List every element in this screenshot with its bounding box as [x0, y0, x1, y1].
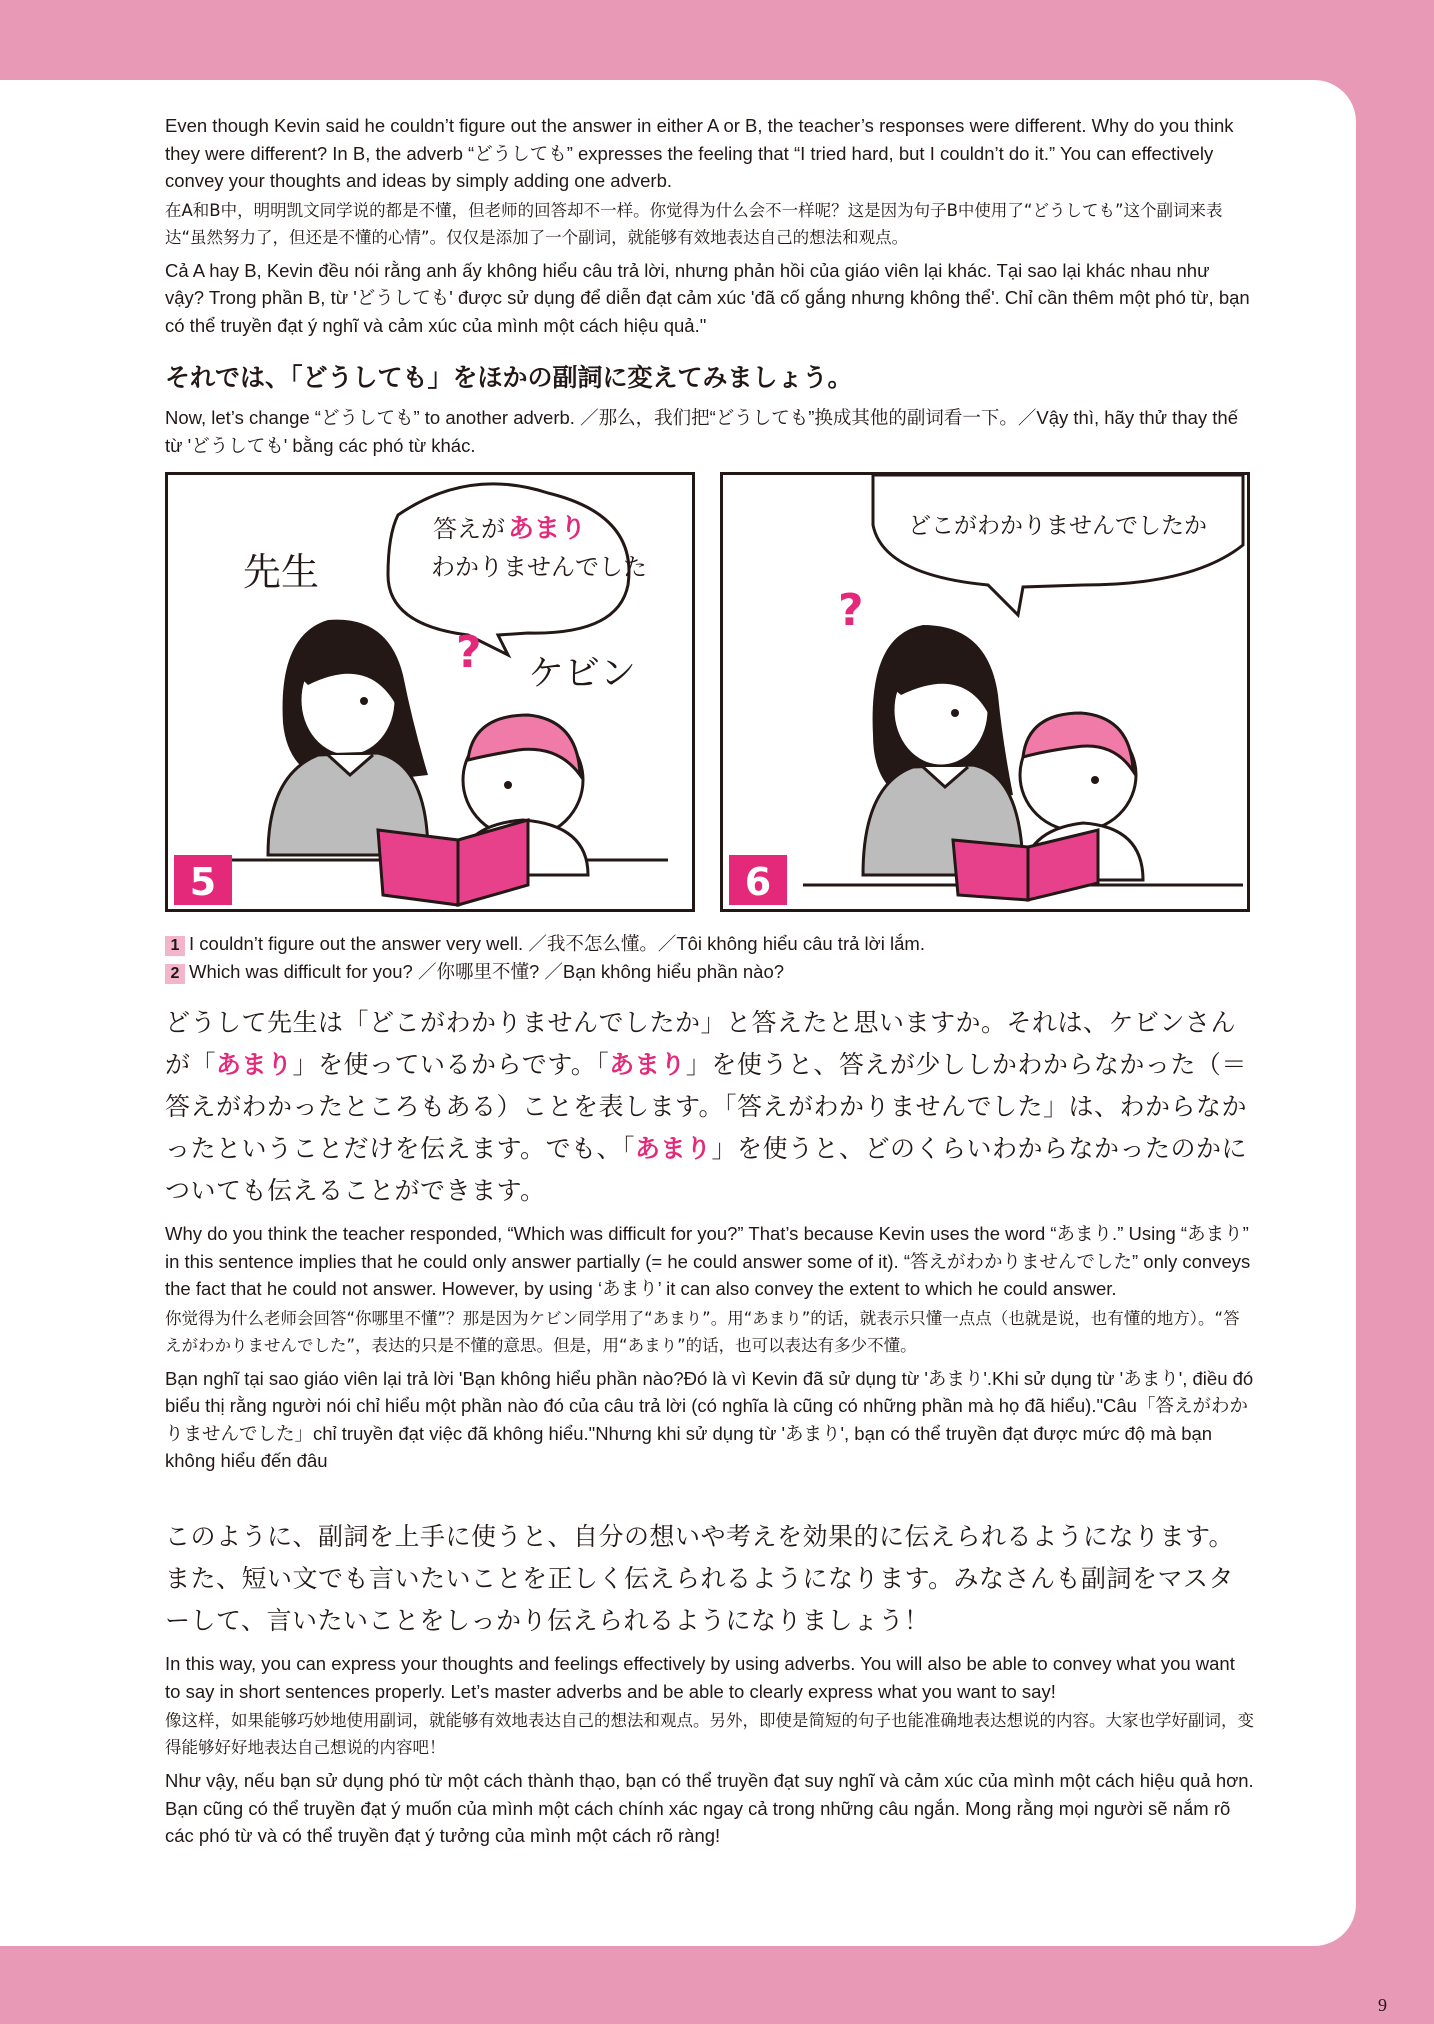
jp-text: 」を使うと、どのくらいわからなかったのかについても伝えることができます。: [165, 1134, 1248, 1205]
bubble-question: どこがわかりませんでしたか: [908, 513, 1207, 539]
conclusion-japanese: このように、副詞を上手に使うと、自分の想いや考えを効果的に伝えられるようになります。また、短い文でも言いたいことを正しく伝えられるようになります。みなさんも副詞をマスターして、言いたいことをしっかり伝えられるようになりましょう！: [165, 1522, 1235, 1635]
explanation-japanese: [165, 1002, 1255, 1212]
section-heading-translation: Now, let’s change “どうしても” to another adverb. ／那么，我们把“どうしても”换成其他的副词看一下。／Vậy thì, hãy thử thay thế từ 'どうしても' bằng các phó từ khác.: [165, 407, 1239, 456]
note-text: I couldn’t figure out the answer very well. ／我不怎么懂。／Tôi không hiểu câu trả lời lắm.: [189, 933, 925, 954]
comic-illustration-5: [168, 475, 692, 909]
question-mark: ?: [838, 585, 864, 636]
note-number: 2: [165, 964, 185, 984]
note-number: 1: [165, 936, 185, 956]
highlight-amari: あまり: [635, 1134, 712, 1163]
page-number: 9: [1378, 1995, 1387, 2015]
conclusion-vietnamese: Như vậy, nếu bạn sử dụng phó từ một cách thành thạo, bạn có thể truyền đạt suy nghĩ và cảm xúc của mình một cách hiệu quả hơn. Bạn cũng có thể truyền đạt ý muốn của mình một cách chính xác ngay cả trong những câu ngắn. Mong rằng mọi người sẽ nắm rõ các phó từ và có thể truyền đạt ý tưởng của mình một cách rõ ràng!: [165, 1770, 1254, 1846]
question-mark: ?: [456, 627, 482, 678]
comic-panel-5: [165, 472, 695, 912]
intro-vietnamese: Cả A hay B, Kevin đều nói rằng anh ấy không hiểu câu trả lời, nhưng phản hồi của giáo viên lại khác. Tại sao lại khác nhau như vậy? Trong phần B, từ 'どうしても' được sử dụng để diễn đạt cảm xúc 'đã cố gắng nhưng không thể'. Chỉ cần thêm một phó từ, bạn có thể truyền đạt ý nghĩ và cảm xúc của mình một cách hiệu quả.": [165, 259, 1250, 336]
bubble-prefix: 答えが: [433, 515, 505, 543]
explanation-section: [165, 1002, 1255, 1475]
student-label: ケビン: [528, 653, 637, 694]
conclusion-chinese: 像这样，如果能够巧妙地使用副词，就能够有效地表达自己的想法和观点。另外，即使是简短的句子也能准确地表达想说的内容。大家也学好副词，变得能够好好地表达自己想说的内容吧！: [165, 1711, 1254, 1757]
intro-english: Even though Kevin said he couldn’t figure out the answer in either A or B, the teacher’s responses were different. Why do you think they were different? In B, the adverb “どうしても” expresses the feeling that “I tried hard, but I couldn’t do it.” You can effectively convey your thoughts and ideas by simply adding one adverb.: [165, 115, 1234, 191]
bubble-adverb: あまり: [508, 514, 587, 544]
comic-illustration-6: [723, 475, 1247, 909]
jp-text: 」を使うと、答えが少ししかわからなかった（＝答えがわかったところもある）ことを表します。「答えがわかりませんでした」は、わからなかったということだけを伝えます。でも、「: [165, 1050, 1248, 1163]
bubble-line2: わかりませんでした: [431, 553, 647, 581]
conclusion-section: [165, 1516, 1255, 1850]
note-text: Which was difficult for you? ／你哪里不懂? ／Bạn không hiểu phần nào?: [189, 961, 785, 982]
explanation-english: Why do you think the teacher responded, “Which was difficult for you?” That’s because Kevin uses the word “あまり.” Using “あまり” in this sentence implies that he could only answer partially (= he could answer some of it). “答えがわかりませんでした” only conveys the fact that he could not answer. However, by using ‘あまり’ it can also convey the extent to which he could answer.: [165, 1223, 1251, 1299]
teacher-label: 先生: [243, 550, 320, 594]
jp-text: 」を使っているからです。「: [292, 1050, 610, 1079]
panel-number-5: 5: [189, 860, 217, 904]
note-1: [165, 930, 1253, 958]
jp-text: どうして先生は「どこがわかりませんでしたか」と答えたと思いますか。それは、ケビンさんが「: [165, 1008, 1237, 1079]
panel-notes: [165, 930, 1253, 986]
note-2: [165, 958, 1253, 986]
explanation-chinese: 你觉得为什么老师会回答“你哪里不懂”？那是因为ケビン同学用了“あまり”。用“あまり”的话，就表示只懂一点点（也就是说，也有懂的地方）。“答えがわかりませんでした”，表达的只是不懂的意思。但是，用“あまり”的话，也可以表达有多少不懂。: [165, 1308, 1240, 1355]
highlight-amari: あまり: [609, 1050, 686, 1079]
conclusion-english: In this way, you can express your thoughts and feelings effectively by using adverbs. You will also be able to convey what you want to say in short sentences properly. Let’s master adverbs and be able to clearly express what you want to say!: [165, 1653, 1235, 1702]
intro-chinese: 在A和B中，明明凯文同学说的都是不懂，但老师的回答却不一样。你觉得为什么会不一样呢？这是因为句子B中使用了“どうしても”这个副词来表达“虽然努力了，但还是不懂的心情”。仅仅是添加了一个副词，就能够有效地表达自己的想法和观点。: [165, 200, 1223, 247]
highlight-amari: あまり: [216, 1050, 293, 1079]
comic-panel-6: [720, 472, 1250, 912]
panel-number-6: 6: [744, 860, 772, 904]
section-heading: それでは、「どうしても」をほかの副詞に変えてみましょう。: [165, 363, 853, 392]
intro-section: [165, 112, 1253, 339]
explanation-vietnamese: Bạn nghĩ tại sao giáo viên lại trả lời 'Bạn không hiểu phần nào?Đó là vì Kevin đã sử dụng từ 'あまり'.Khi sử dụng từ 'あまり', điều đó biểu thị rằng người nói chỉ hiểu một phần nào đó của câu trả lời (có nghĩa là cũng có những phần mà họ đã hiểu)."Câu「答えがわかりませんでした」chỉ truyền đạt việc đã không hiểu."Nhưng khi sử dụng từ 'あまり', bạn có thể truyền đạt được mức độ mà bạn không hiểu đến đâu: [165, 1367, 1254, 1471]
